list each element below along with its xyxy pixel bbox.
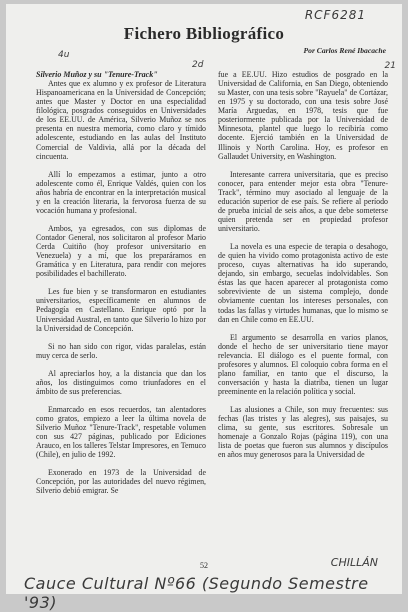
paragraph: Allí lo empezamos a estimar, junto a otro adolescente como él, Enrique Valdés, quien con los años habría de encontrar en la interpretación musical y en la creación literaria, la fervorosa fuerza de su vocación humana y profesional. (36, 169, 206, 215)
paragraph: El argumento se desarrolla en varios planos, donde el hecho de ser universitario tiene mayor relevancia. El diálogo es el puente formal, con profesores y alumnos. El coloquio cobra forma en el plano familiar, en tanto que el discurso, la conversación y hasta la diatriba, tienen un lugar preeminente en la relación política y social. (218, 332, 388, 396)
paragraph: Antes que ex alumno y ex profesor de Literatura Hispanoamericana en la Universidad de Concepción; antes que Master y Doctor en una especialidad filológica, posgrados conseguidos en Universidades de los EE.UU. de América, Silverio Muñoz se nos presenta en nuestra memoria, como claro y tímido adolescente, estudiando en las aulas del Instituto Comercial de Valdivia, allá por la década del cincuenta. (36, 79, 206, 161)
paragraph: Interesante carrera universitaria, que es preciso conocer, para entender mejor esta obra "Tenure-Track", término muy asociado al lenguaje de la educación superior de ese país. Se refiere al período de prueba inicial de seis años, a que debe someterse quien pretenda ser en propiedad profesor universitario. (218, 169, 388, 233)
document-page (6, 4, 402, 612)
page-title: Fichero Bibliográfico (123, 24, 285, 43)
handwritten-mark-middle: 2d (192, 60, 204, 70)
paragraph: Exonerado en 1973 de la Universidad de Concepción, por las autoridades del nuevo régimen, Silverio debió emigrar. Se (36, 468, 206, 496)
paragraph: Enmarcado en esos recuerdos, tan alentadores como gratos, empiezo a leer la última novela de Silverio Muñoz "Tenure-Track", respetable volumen con sus 427 páginas, publicado por Ediciones Arauco, en los talleres Telstar Impresores, en Temuco (Chile), en julio de 1992. (36, 404, 206, 460)
handwritten-source-citation: Cauce Cultural Nº66 (Segundo Semestre '93) (24, 574, 369, 612)
paragraph: La novela es una especie de terapia o desahogo, de quien ha vivido como protagonista activo de este proceso, cuyas alternativas ha ido superando, dejando, sin embargo, secuelas indolvidables. Son éstas las que hacen aparecer al protagonista como sobreviviente de un sistema complejo, donde obviamente cuentan los intereses personales, con todas las fallas y virtudes humanas, que lo mismo se dan en Chile como en EE.UU. (218, 242, 388, 324)
paragraph: Al apreciarlos hoy, a la distancia que dan los años, los distinguimos como triunfadores en el ámbito de sus preferencias. (36, 368, 206, 396)
handwritten-location-note: CHILLÁN (330, 556, 378, 569)
handwritten-mark-left: 4u (58, 50, 70, 60)
article-column-left (36, 70, 206, 496)
handwritten-mark-right: 21 (384, 61, 396, 71)
page-number: 52 (200, 561, 208, 570)
author-byline: Por Carlos René Ibacache (303, 46, 386, 55)
paragraph: Les fue bien y se transformaron en estudiantes universitarios, específicamente en alumnos de Pedagogía en Castellano. Enrique optó por la Universidad Austral, en tanto que Silverio lo hizo por la Universidad de Concepción. (36, 287, 206, 333)
paragraph: fue a EE.UU. Hizo estudios de posgrado en la Universidad de California, en San Diego, obteniendo su Master, con una tesis sobre "Rayuela" de Cortázar, en 1975 y su doctorado, con una tesis sobre José María Arguedas, en 1978, tesis que fue posteriormente publicada por la Universidad de Minnesota, plantel que luego lo recibiría como docente. Ejerció también en la Universidad de Illinois y North Carolina. Hoy, es profesor en Gallaudet University, en Washington. (218, 70, 388, 161)
handwritten-catalog-number: RCF6281 (304, 8, 366, 22)
paragraph: Las alusiones a Chile, son muy frecuentes: sus fechas (las tristes y las alegres), sus paisajes, su clima, su gente, sus escritores. Sobresale un homenaje a Gonzalo Rojas (página 119), con una lista de poetas que fueron sus alumnos y discípulos en años muy generosos para la Universidad de (218, 405, 388, 460)
article-column-right (218, 70, 388, 459)
paragraph: Si no han sido con rigor, vidas paralelas, están muy cerca de serlo. (36, 341, 206, 360)
paragraph: Ambos, ya egresados, con sus diplomas de Contador General, nos solicitaron al profesor Mario Cerda Cuitiño (hoy profesor universitario en Venezuela) y a mí, que los preparáramos en Gramática y en Literatura, para rendir con mejores posibilidades el bachillerato. (36, 223, 206, 279)
article-subtitle: Silverio Muñoz y su "Tenure-Track" (36, 70, 158, 79)
